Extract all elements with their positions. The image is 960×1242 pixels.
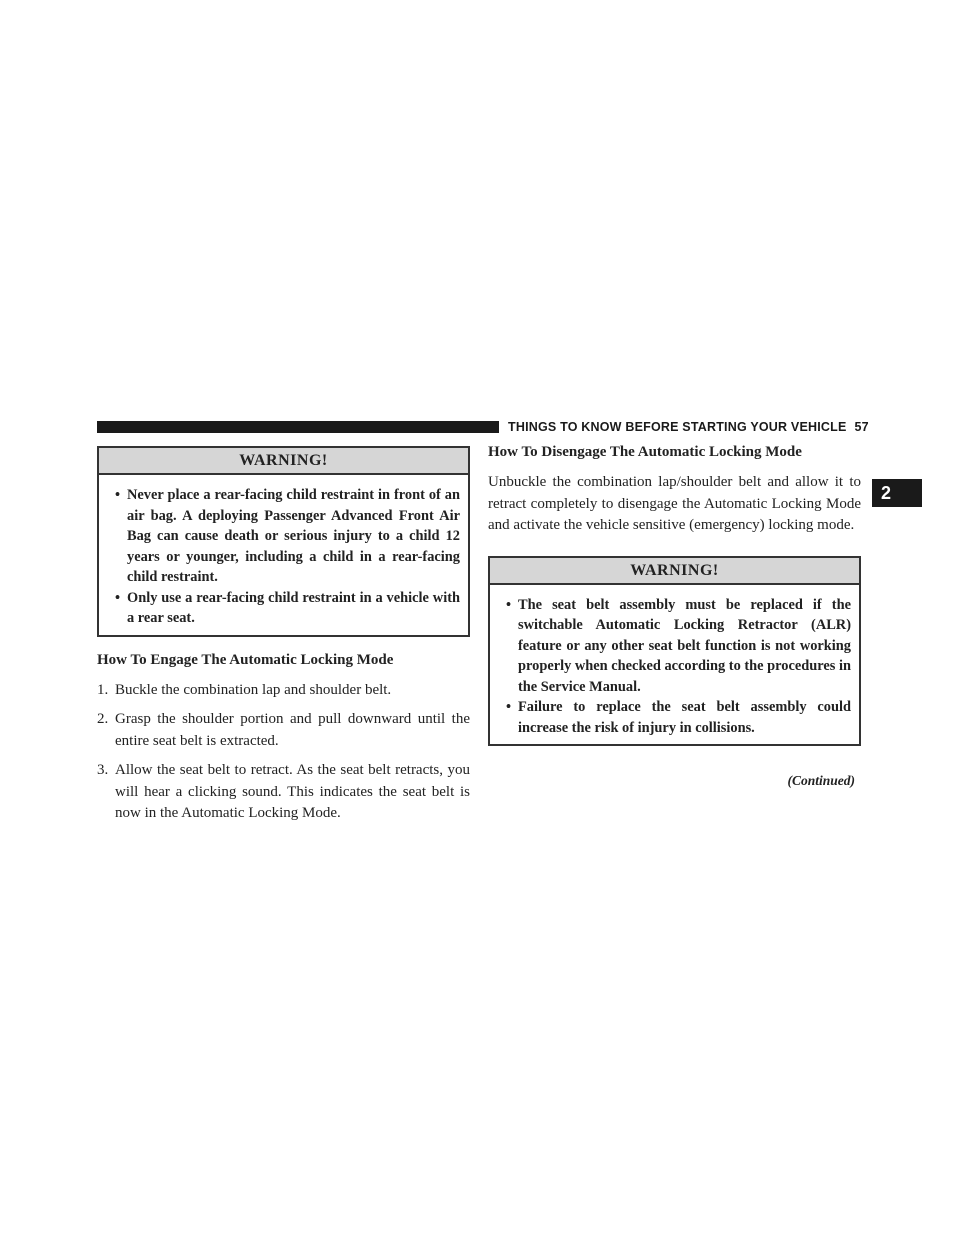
right-column [488,442,861,746]
bullet-icon: • [506,596,512,613]
chapter-tab[interactable] [872,479,922,507]
body-paragraph: Unbuckle the combination lap/shoulder belt and allow it to retract completely to disengage the Automatic Locking Mode and activate the vehicle sensitive (emergency) locking mode. [488,474,861,533]
step-item [97,680,470,702]
step-text: Grasp the shoulder portion and pull downward until the entire seat belt is extracted. [115,711,470,749]
step-number: 2. [97,711,109,727]
warning-item-text: The seat belt assembly must be replaced if the switchable Automatic Locking Retractor (ALR) feature or any other seat belt function is not working properly when checked according to the procedures in the Service Manual. [518,596,851,695]
step-number: 1. [97,681,109,698]
warning-item-text: Never place a rear-facing child restraint in front of an air bag. A deploying Passenger Advanced Front Air Bag can cause death or serious injury to a child 12 years or younger, including a child in a rear-facing child restraint. [127,487,460,585]
running-header [508,418,869,436]
bullet-icon: • [115,589,121,606]
warning-box-left [97,446,470,637]
bullet-icon: • [115,487,121,503]
page-number: 57 [854,420,869,434]
warning-item-text: Failure to replace the seat belt assembly could increase the risk of injury in collisions. [518,699,851,736]
step-text: Allow the seat belt to retract. As the seat belt retracts, you will hear a clicking sound. This indicates the seat belt is now in the Automatic Locking Mode. [115,762,470,821]
continued-label: (Continued) [787,773,855,788]
warning-list [490,585,859,745]
step-item [97,760,470,825]
header-bar [97,421,499,433]
warning-item [506,595,851,698]
warning-title: WARNING! [99,448,468,475]
warning-item [506,697,851,738]
step-number: 3. [97,762,109,778]
warning-item [115,588,460,629]
left-column [97,446,470,825]
warning-title: WARNING! [490,558,859,585]
warning-list [99,475,468,635]
bullet-icon: • [506,699,512,715]
warning-item [115,485,460,588]
step-item [97,709,470,752]
step-text: Buckle the combination lap and shoulder belt. [115,681,392,698]
section-heading: How To Disengage The Automatic Locking Mode [488,444,802,460]
warning-item-text: Only use a rear-facing child restraint in a vehicle with a rear seat. [127,589,460,626]
chapter-number: 2 [881,483,892,503]
header-title: THINGS TO KNOW BEFORE STARTING YOUR VEHICLE [508,420,847,434]
warning-box-right [488,556,861,747]
section-heading: How To Engage The Automatic Locking Mode [97,651,394,668]
